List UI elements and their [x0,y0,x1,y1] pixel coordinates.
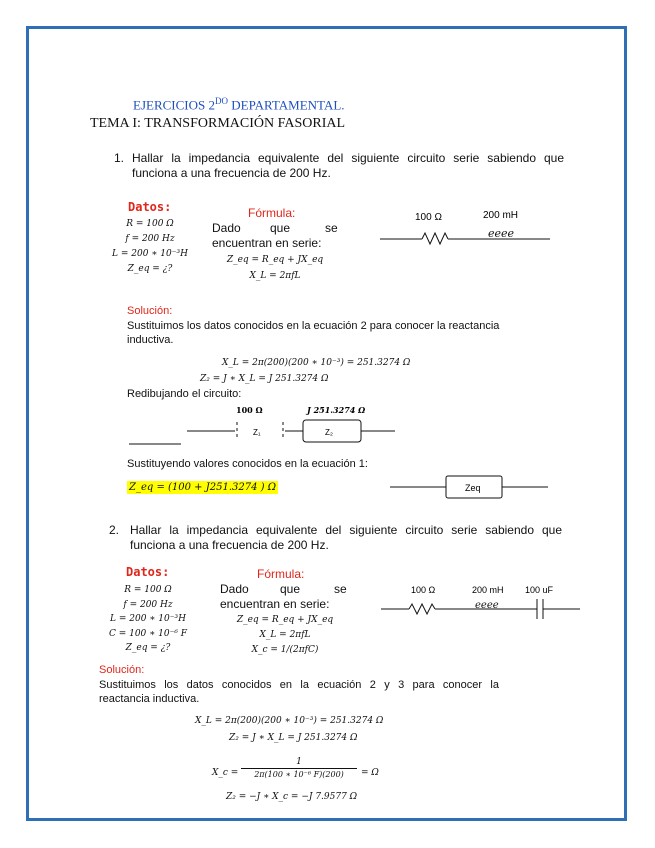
ex1-formula: Z_eq = R_eq + JX_eq [226,255,324,265]
ex1-equation-xl: X_L = 2π(200)(200 ∗ 10⁻³) = 251.3274 Ω [222,358,411,368]
ex1-dato: f = 200 Hz [125,234,175,244]
ex1-dato: Z_eq = ¿? [127,264,173,274]
ex2-formulas [224,613,346,658]
ex2-xc-numerator: 1 [241,757,357,769]
ex2-formula: X_c = 1/(2πfC) [251,645,319,655]
ex1-circuit-diagram [370,205,560,255]
inductor-symbol: eeee [475,600,499,611]
ex1-redibujando: Redibujando el circuito: [127,388,242,400]
ex1-dado: Dado [212,221,241,235]
ex2-resistor-label: 100 Ω [411,585,436,595]
ex2-dato: f = 200 Hz [123,599,173,610]
ex1-statement-line2: funciona a una frecuencia de 200 Hz. [132,166,331,180]
inductor-symbol: eeee [488,227,515,240]
ex2-equation-z2-c: Z₂ = −J ∗ X_c = −J 7.9577 Ω [226,792,358,802]
topic-heading: TEMA I: TRANSFORMACIÓN FASORIAL [90,116,346,131]
ex1-sustituyendo: Sustituyendo valores conocidos en la ecuación 1: [127,458,368,470]
ex2-xc-fraction [241,757,357,779]
ex1-statement-line1: Hallar la impedancia equivalente del siguiente circuito serie sabiendo que [132,151,564,165]
ex1-equation-z2: Z₂ = J ∗ X_L = J 251.3274 Ω [200,374,329,384]
ex1-solution-line1: Sustituimos los datos conocidos en la ecuación 2 para conocer la reactancia [127,320,500,332]
z2-value-label: J 251.3274 Ω [307,405,366,415]
ex2-formula: X_L = 2πfL [259,630,311,640]
ex1-formula-label: Fórmula: [248,206,296,220]
ex2-encuentran: encuentran en serie: [220,597,330,611]
ex2-equation-xl: X_L = 2π(200)(200 ∗ 10⁻³) = 251.3274 Ω [195,716,384,726]
ex2-dato: L = 200 ∗ 10⁻³H [110,614,186,624]
ex1-solution-line2: inductiva. [127,334,174,346]
ex1-dato: R = 100 Ω [126,219,174,229]
ex2-inductor-label: 200 mH [472,585,504,595]
ex2-que: que [280,582,301,596]
ex2-circuit-diagram [375,580,585,625]
z2-label: Z₂ [325,428,333,437]
z1-label: Z₁ [253,428,261,437]
ex2-capacitor-label: 100 uF [525,585,554,595]
ex2-solution-line2: reactancia inductiva. [99,693,200,705]
ex2-dato: Z_eq = ¿? [125,643,171,653]
ex1-que: que [270,221,291,235]
resistor-symbol [422,233,448,244]
ex1-inductor-label: 200 mH [483,210,519,221]
ex2-xc-lhs: X_c = [212,768,239,778]
ex1-datos-label: Datos: [128,200,172,214]
ex2-se: se [334,582,347,596]
ex1-solucion-label: Solución: [127,305,173,317]
z1-value-label: 100 Ω [236,405,263,415]
page-title: EJERCICIOS $2^{DO}$ DEPARTAMENTAL. [133,96,345,113]
ex1-formula: X_L = 2πfL [249,271,301,281]
ex2-statement-line2: funciona a una frecuencia de 200 Hz. [130,538,329,552]
ex2-equation-z2: Z₂ = J ∗ X_L = J 251.3274 Ω [229,733,358,743]
ex2-dato: R = 100 Ω [124,585,172,595]
ex1-number: 1. [114,151,125,165]
ex2-solution-line1: Sustituimos los datos conocidos en la ecuación 2 y 3 para conocer la [99,679,499,691]
ex2-datos-list [96,583,200,656]
ex1-resistor-label: 100 Ω [415,212,442,223]
ex1-formulas [215,252,335,284]
ex2-solucion-label: Solución: [99,664,145,676]
ex1-result: Z_eq = (100 + J251.3274 ) Ω [129,482,277,493]
ex1-zeq-circuit [388,472,558,502]
ex2-formula-label: Fórmula: [257,567,305,581]
resistor-symbol [409,604,435,614]
ex2-statement-line1: Hallar la impedancia equivalente del siguiente circuito serie sabiendo que [130,523,562,537]
ex1-redrawn-circuit [125,400,405,450]
ex2-number: 2. [109,523,120,537]
ex2-dato: C = 100 ∗ 10⁻⁶ F [108,628,188,639]
ex1-dato: L = 200 ∗ 10⁻³H [112,249,188,259]
zeq-label: Zeq [465,483,481,493]
ex1-encuentran: encuentran en serie: [212,236,322,250]
ex2-xc-denominator: 2π(100 ∗ 10⁻⁶ F)(200) [254,770,344,779]
ex1-se: se [325,221,338,235]
ex2-dado: Dado [220,582,249,596]
ex2-formula: Z_eq = R_eq + JX_eq [236,615,334,625]
ex1-datos-list [100,217,200,277]
ex2-datos-label: Datos: [126,565,170,579]
ex2-xc-rhs: = Ω [361,768,379,778]
